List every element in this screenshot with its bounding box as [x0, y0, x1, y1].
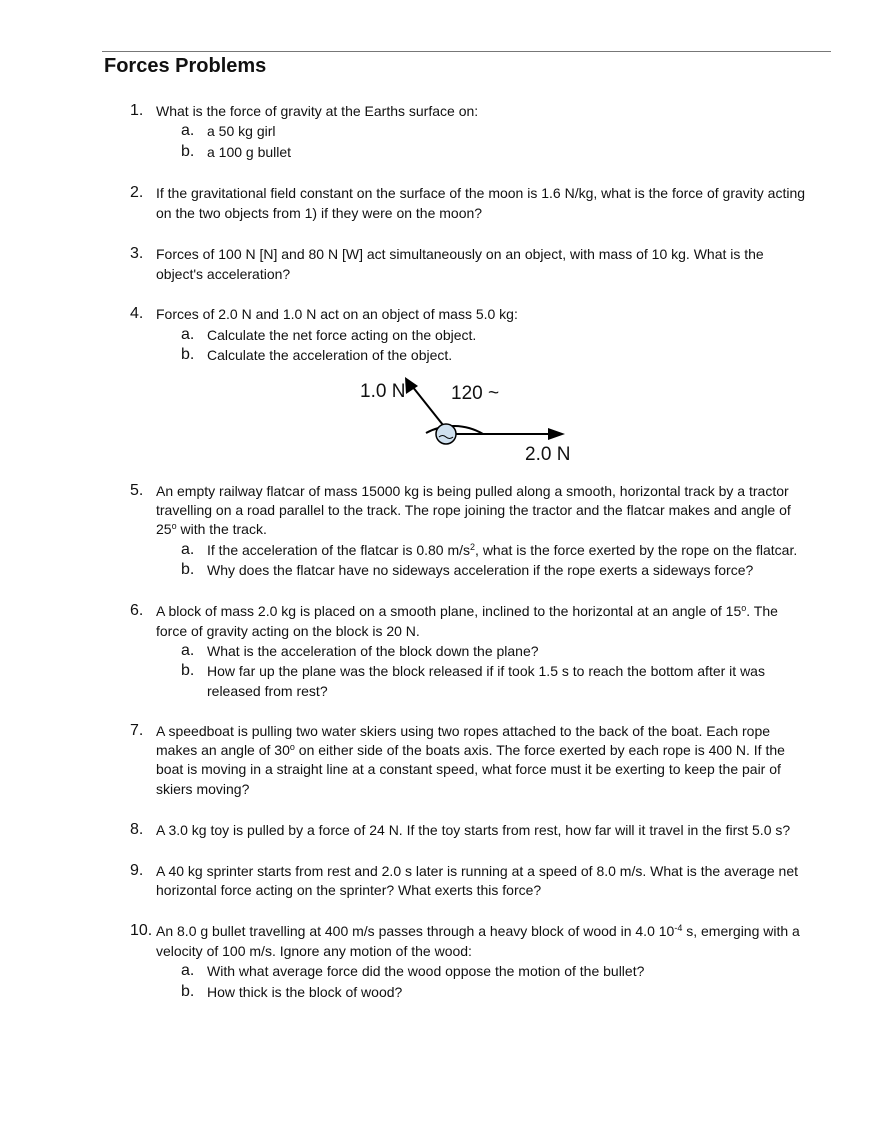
problem-8-number: 8.: [130, 821, 144, 838]
problem-5-number: 5.: [130, 482, 144, 499]
problem-9-line: horizontal force acting on the sprinter? What exerts this force?: [156, 882, 542, 898]
problem-10-line: [156, 921, 800, 941]
angle-label: 120 ~: [451, 383, 500, 404]
text: If the acceleration of the flatcar is 0.80 m/s: [207, 542, 471, 558]
problem-7-line: skiers moving?: [156, 781, 250, 797]
header-rule: [102, 51, 831, 52]
problem-5a-text: [207, 540, 797, 560]
problem-5-line: [156, 519, 267, 539]
text: makes an angle of 30: [156, 742, 290, 758]
problem-6b-line: How far up the plane was the block released if if took 1.5 s to reach the bottom after it was: [207, 663, 765, 679]
problem-7-number: 7.: [130, 722, 144, 739]
problem-7-line: A speedboat is pulling two water skiers using two ropes attached to the back of the boat. Each rope: [156, 723, 771, 739]
problem-1a-text: a 50 kg girl: [207, 123, 276, 139]
problem-3-number: 3.: [130, 245, 144, 262]
problem-3-line: object's acceleration?: [156, 266, 291, 282]
force-2-label: 2.0 N: [525, 444, 571, 465]
problem-5b-letter: b.: [181, 561, 195, 578]
superscript: o: [171, 521, 177, 531]
problem-1b-text: a 100 g bullet: [207, 144, 292, 160]
problem-8-line: A 3.0 kg toy is pulled by a force of 24 N. If the toy starts from rest, how far will it travel in the first 5.0 s?: [156, 822, 791, 838]
force-1-arrow: [412, 386, 443, 425]
text: with the track.: [176, 521, 267, 537]
problem-3-line: Forces of 100 N [N] and 80 N [W] act simultaneously on an object, with mass of 10 kg. What is the: [156, 246, 764, 262]
superscript: 2: [470, 542, 476, 552]
force-2-arrowhead: [548, 428, 565, 440]
problem-10b-letter: b.: [181, 983, 195, 1000]
problem-9-number: 9.: [130, 862, 144, 879]
page-title: Forces Problems: [104, 55, 267, 77]
problem-4b-text: Calculate the acceleration of the object.: [207, 347, 453, 363]
problem-4-text: Forces of 2.0 N and 1.0 N act on an object of mass 5.0 kg:: [156, 306, 518, 322]
problem-6b-line: released from rest?: [207, 683, 328, 699]
problem-10b-text: How thick is the block of wood?: [207, 984, 403, 1000]
problem-6a-text: What is the acceleration of the block down the plane?: [207, 643, 539, 659]
problem-5a-letter: a.: [181, 541, 195, 558]
problem-7-line: [156, 740, 785, 760]
text: , what is the force exerted by the rope on the flatcar.: [475, 542, 798, 558]
problem-1-text: What is the force of gravity at the Earths surface on:: [156, 103, 479, 119]
problem-1a-letter: a.: [181, 122, 195, 139]
problem-9-line: A 40 kg sprinter starts from rest and 2.0 s later is running at a speed of 8.0 m/s. What is the average net: [156, 863, 798, 879]
problem-2-line: If the gravitational field constant on the surface of the moon is 1.6 N/kg, what is the force of gravity acting: [156, 185, 806, 201]
problem-6b-letter: b.: [181, 662, 195, 679]
text: An 8.0 g bullet travelling at 400 m/s passes through a heavy block of wood in 4.0 10: [156, 923, 675, 939]
problem-5-line: An empty railway flatcar of mass 15000 kg is being pulled along a smooth, horizontal track by a tractor: [156, 483, 789, 499]
problem-4-number: 4.: [130, 305, 144, 322]
problem-2-number: 2.: [130, 184, 144, 201]
problem-4a-letter: a.: [181, 326, 195, 343]
problem-10a-text: With what average force did the wood oppose the motion of the bullet?: [207, 963, 645, 979]
text: on either side of the boats axis. The force exerted by each rope is 400 N. If the: [294, 742, 785, 758]
text: s, emerging with a: [682, 923, 800, 939]
force-1-label: 1.0 N: [360, 381, 406, 402]
superscript: o: [289, 742, 295, 752]
problem-2-line: on the two objects from 1) if they were on the moon?: [156, 205, 483, 221]
problem-4a-text: Calculate the net force acting on the object.: [207, 327, 477, 343]
problem-6-line: [156, 601, 778, 621]
text: A block of mass 2.0 kg is placed on a smooth plane, inclined to the horizontal at an angle of 15: [156, 603, 742, 619]
problem-1-number: 1.: [130, 102, 144, 119]
text: . The: [746, 603, 778, 619]
text: 25: [156, 521, 172, 537]
problem-10-line: velocity of 100 m/s. Ignore any motion of the wood:: [156, 943, 472, 959]
problem-10a-letter: a.: [181, 962, 195, 979]
problem-6-line: force of gravity acting on the block is 20 N.: [156, 623, 420, 639]
problem-5b-text: Why does the flatcar have no sideways acceleration if the rope exerts a sideways force?: [207, 562, 754, 578]
problem-10-number: 10.: [130, 922, 153, 939]
problem-4b-letter: b.: [181, 346, 195, 363]
superscript: -4: [674, 923, 683, 933]
problem-6-number: 6.: [130, 602, 144, 619]
force-diagram: [350, 370, 590, 470]
problem-1b-letter: b.: [181, 143, 195, 160]
problem-6a-letter: a.: [181, 642, 195, 659]
superscript: o: [741, 603, 747, 613]
object-icon: [436, 424, 456, 444]
problem-7-line: boat is moving in a straight line at a constant speed, what force must it be exerting to keep the pair of: [156, 761, 781, 777]
problem-5-line: travelling on a road parallel to the track. The rope joining the tractor and the flatcar makes and angle of: [156, 502, 791, 518]
